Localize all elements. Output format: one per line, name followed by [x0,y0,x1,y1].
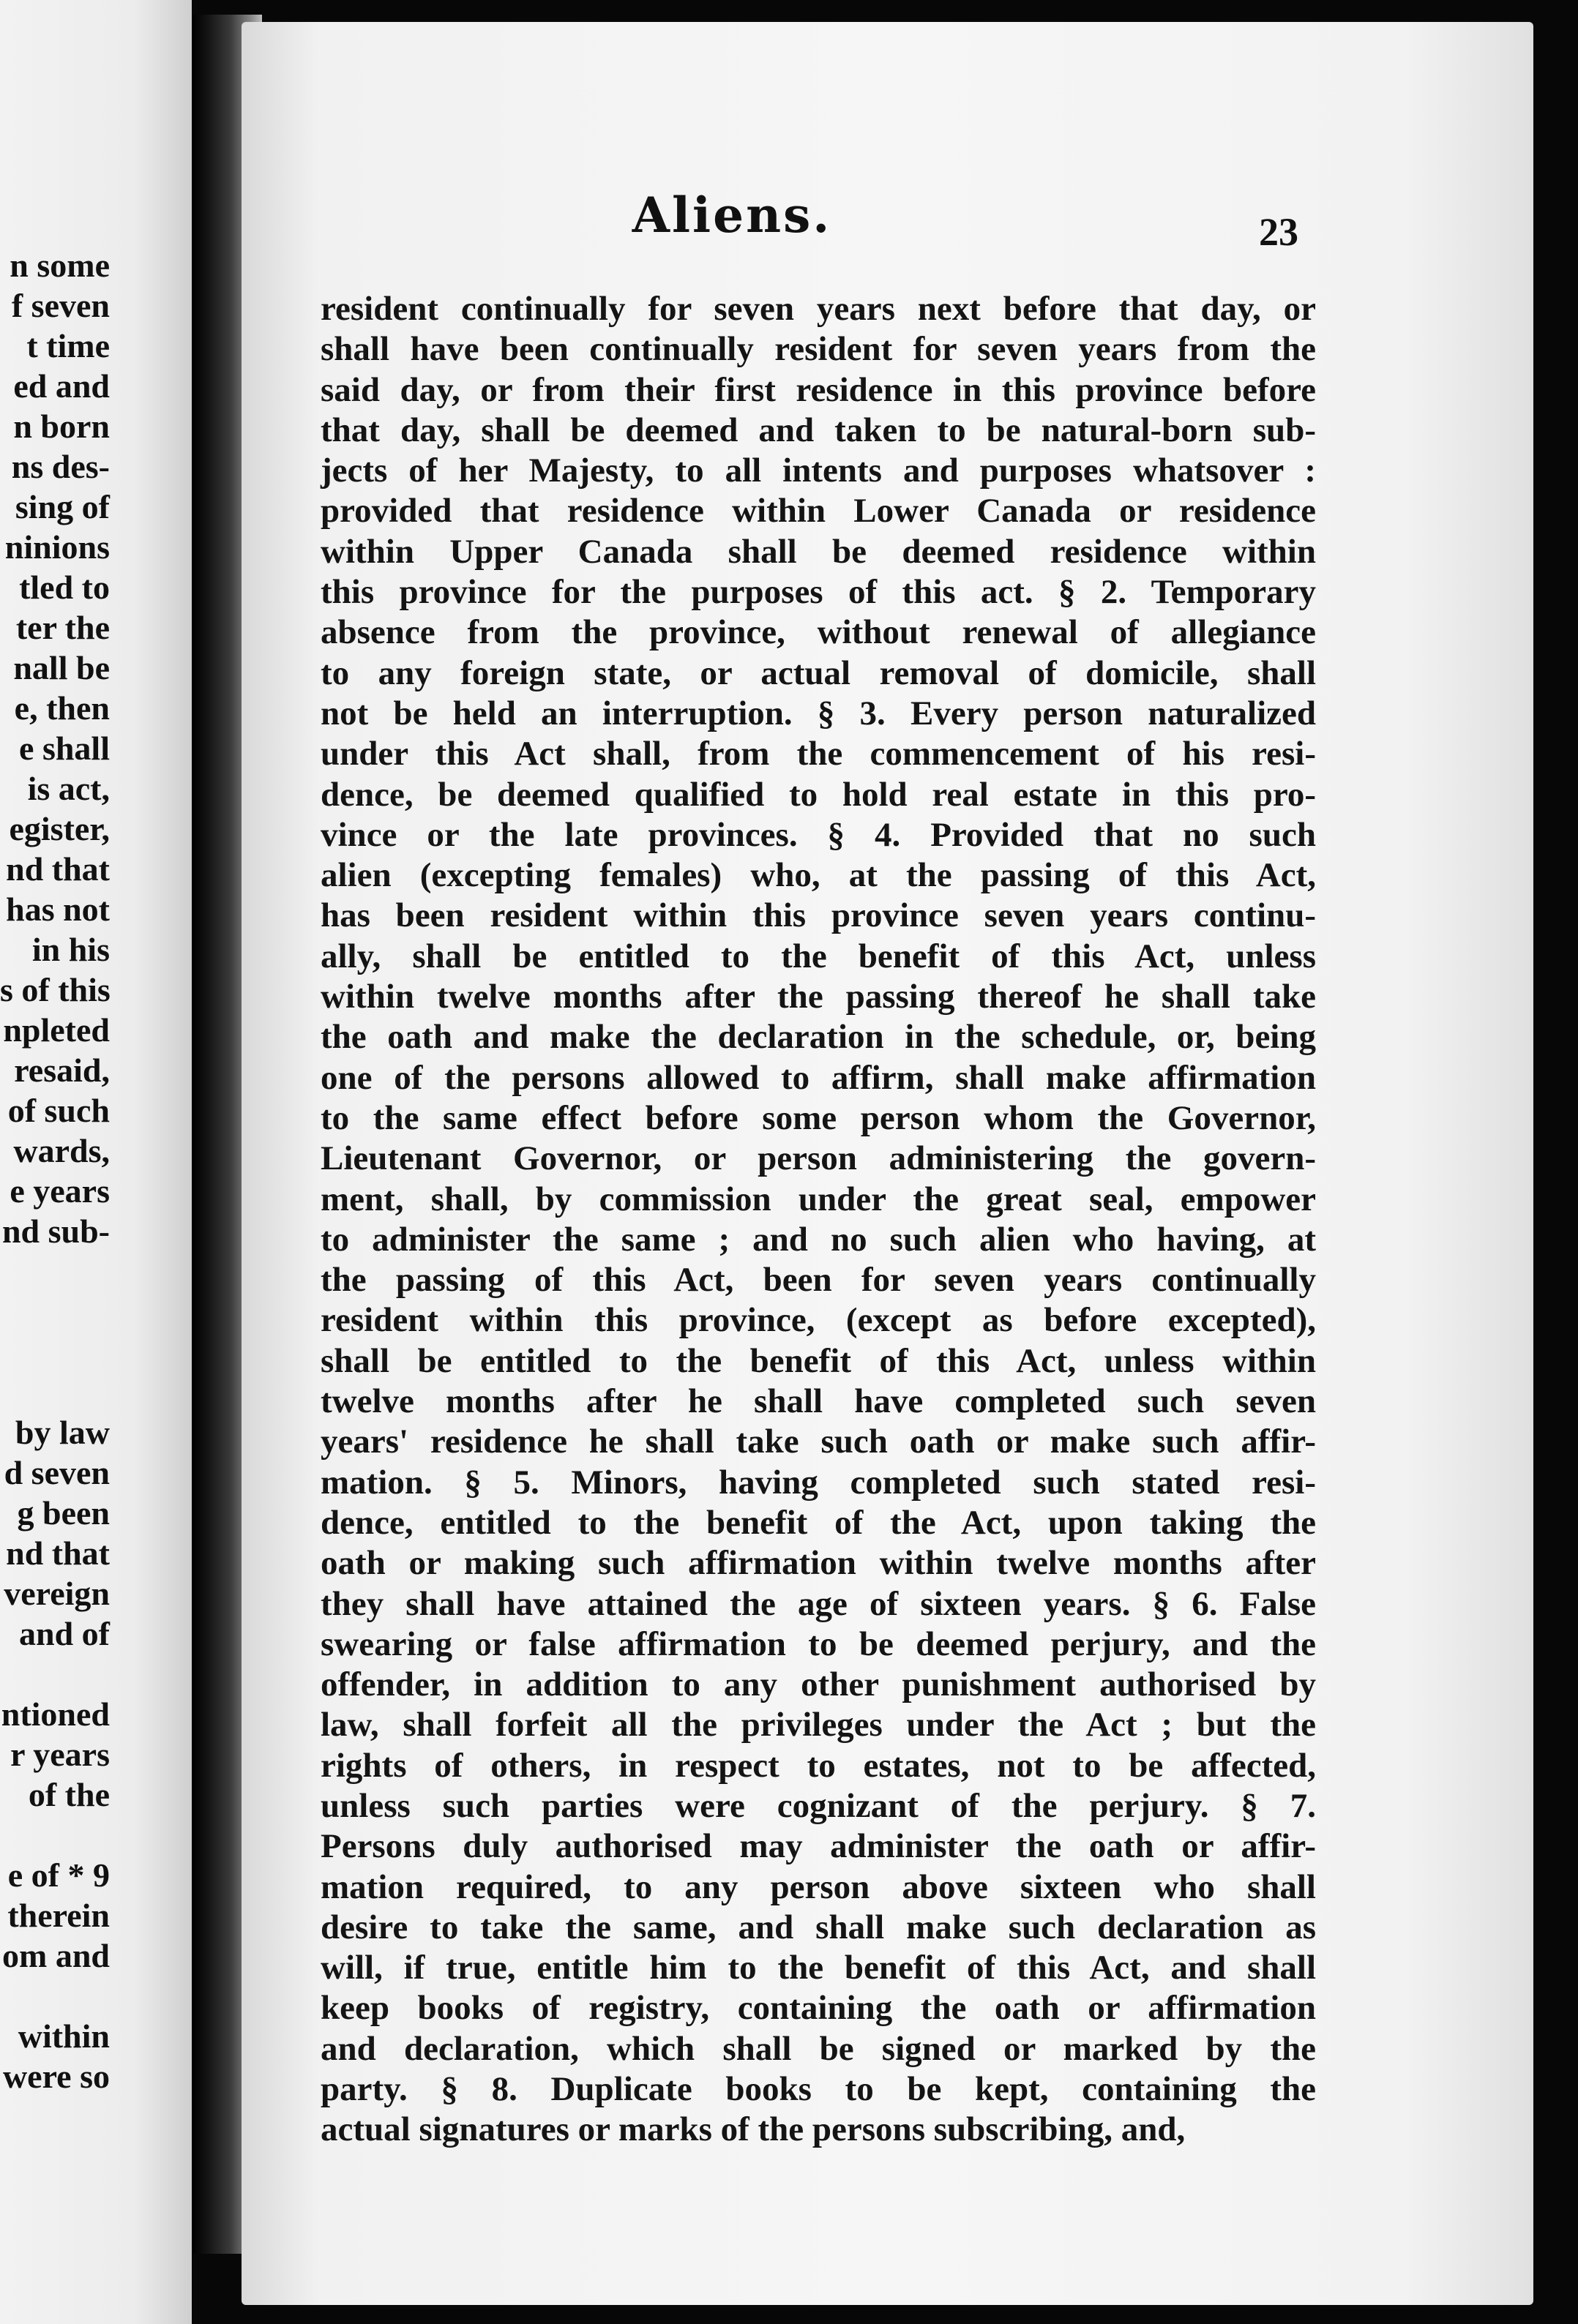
left-page-line [0,1815,192,1855]
text-line: jects of her Majesty, to all intents and purposes whatsover : [321,451,1316,490]
text-line: said day, or from their first residence in this province before [321,370,1316,409]
text-line: has been resident within this province seven years continu- [321,896,1316,935]
text-line: ally, shall be entitled to the benefit of this Act, unless [321,937,1316,975]
left-page-line [0,1654,192,1694]
text-line: and declaration, which shall be signed or marked by the [321,2029,1316,2068]
text-line: shall have been continually resident for seven years from the [321,330,1316,369]
text-line: within twelve months after the passing thereof he shall take [321,978,1316,1016]
left-page-line [0,1292,192,1332]
left-page-line: om and [2,1937,110,1974]
left-page-line: r years [10,1736,110,1773]
left-page-line: within [18,2017,110,2055]
text-line: vince or the late provinces. § 4. Provided that no such [321,815,1316,854]
left-page-line: npleted [3,1011,110,1049]
running-head [483,187,995,252]
left-page-line: egister, [9,810,110,847]
text-line: law, shall forfeit all the privileges under the Act ; but the [321,1706,1316,1744]
body-text [321,289,1316,2151]
text-line: under this Act shall, from the commencement of his resi- [321,735,1316,773]
left-page-line: e shall [19,730,110,767]
text-line: to administer the same ; and no such alien who having, at [321,1220,1316,1259]
text-line: that day, shall be deemed and taken to be natural-born sub- [321,411,1316,449]
left-page-text [0,245,192,2096]
page-title: Aliens. [632,187,832,244]
text-line: mation required, to any person above sixteen who shall [321,1867,1316,1906]
text-line: to any foreign state, or actual removal of domicile, shall [321,653,1316,692]
left-page-line: nd sub- [1,1212,110,1250]
left-page-line: of such [7,1092,110,1129]
left-page-line: e, then [14,689,110,727]
left-page-line: ninions [4,528,110,566]
left-page-line: nd that [6,850,110,888]
text-line: to the same effect before some person whom the Governor, [321,1098,1316,1137]
text-line: mation. § 5. Minors, having completed such stated resi- [321,1463,1316,1502]
text-line: keep books of registry, containing the oath or affirmation [321,1989,1316,2028]
text-line: rights of others, in respect to estates, not to be affected, [321,1746,1316,1785]
text-line: actual signatures or marks of the persons subscribing, and, [321,2110,1186,2149]
text-line: resident continually for seven years next before that day, or [321,290,1316,328]
left-page-line: were so [2,2058,110,2095]
left-page-line: ns des- [11,448,110,485]
left-page-line: in his [31,931,110,968]
text-line: they shall have attained the age of sixteen years. § 6. False [321,1584,1316,1623]
left-page-line: has not [6,891,110,928]
left-page-line [0,1372,192,1412]
text-line: the passing of this Act, been for seven years continually [321,1261,1316,1300]
left-page-line: n born [13,408,110,445]
left-page-line: n some [10,247,110,284]
left-page-line: resaid, [14,1052,110,1089]
left-page-line [0,1976,192,2016]
text-line: shall be entitled to the benefit of this Act, unless within [321,1341,1316,1380]
text-line: absence from the province, without renewal of allegiance [321,613,1316,652]
left-page-line: ter the [15,609,110,646]
left-page-line [0,1332,192,1372]
text-line: alien (excepting females) who, at the passing of this Act, [321,856,1316,895]
text-line: the oath and make the declaration in the schedule, or, being [321,1018,1316,1057]
left-page-line: of the [28,1776,110,1813]
left-page-line: wards, [13,1132,110,1169]
text-line: swearing or false affirmation to be deemed perjury, and the [321,1624,1316,1663]
page-number: 23 [1259,210,1298,254]
left-page-line: by law [15,1414,110,1451]
left-page-line: s of this [0,971,111,1008]
text-line: Lieutenant Governor, or person administering the govern- [321,1139,1316,1178]
text-line: twelve months after he shall have completed such seven [321,1382,1316,1421]
left-page-line: d seven [4,1454,110,1491]
left-page-line: ntioned [1,1695,110,1733]
text-line: unless such parties were cognizant of the perjury. § 7. [321,1786,1316,1825]
left-page-line: t time [26,327,110,364]
text-line: within Upper Canada shall be deemed residence within [321,532,1316,571]
left-page-line: nall be [13,649,110,686]
text-line: not be held an interruption. § 3. Every person naturalized [321,694,1316,732]
left-page-line [0,1251,192,1292]
left-page-line: sing of [15,488,110,525]
text-line: desire to take the same, and shall make such declaration as [321,1908,1316,1946]
left-page-line: f seven [11,287,110,324]
text-line: one of the persons allowed to affirm, shall make affirmation [321,1058,1316,1097]
text-line: oath or making such affirmation within twelve months after [321,1544,1316,1583]
left-page-line: g been [17,1494,110,1532]
left-page-line: e years [10,1172,110,1210]
left-page-line: is act, [27,770,110,807]
left-page-line: ed and [13,367,110,405]
text-line: this province for the purposes of this act. § 2. Temporary [321,573,1316,612]
text-line: years' residence he shall take such oath or make such affir- [321,1422,1316,1461]
text-line: ment, shall, by commission under the great seal, empower [321,1180,1316,1218]
text-line: will, if true, entitle him to the benefit of this Act, and shall [321,1949,1316,1987]
text-line: Persons duly authorised may administer the oath or affir- [321,1827,1316,1866]
left-page-line: therein [7,1897,110,1934]
left-page-line: and of [19,1615,110,1652]
left-page-line: e of * 9 [7,1856,110,1894]
text-line: dence, entitled to the benefit of the Act, upon taking the [321,1503,1316,1542]
left-page-line: vereign [4,1575,110,1612]
left-page-line: nd that [6,1534,110,1572]
text-line: dence, be deemed qualified to hold real estate in this pro- [321,775,1316,814]
text-line: party. § 8. Duplicate books to be kept, containing the [321,2070,1316,2109]
text-line: provided that residence within Lower Canada or residence [321,492,1316,531]
text-line: offender, in addition to any other punishment authorised by [321,1665,1316,1704]
text-line: resident within this province, (except as before excepted), [321,1301,1316,1340]
left-page-line: tled to [19,569,110,606]
left-page [0,0,192,2324]
